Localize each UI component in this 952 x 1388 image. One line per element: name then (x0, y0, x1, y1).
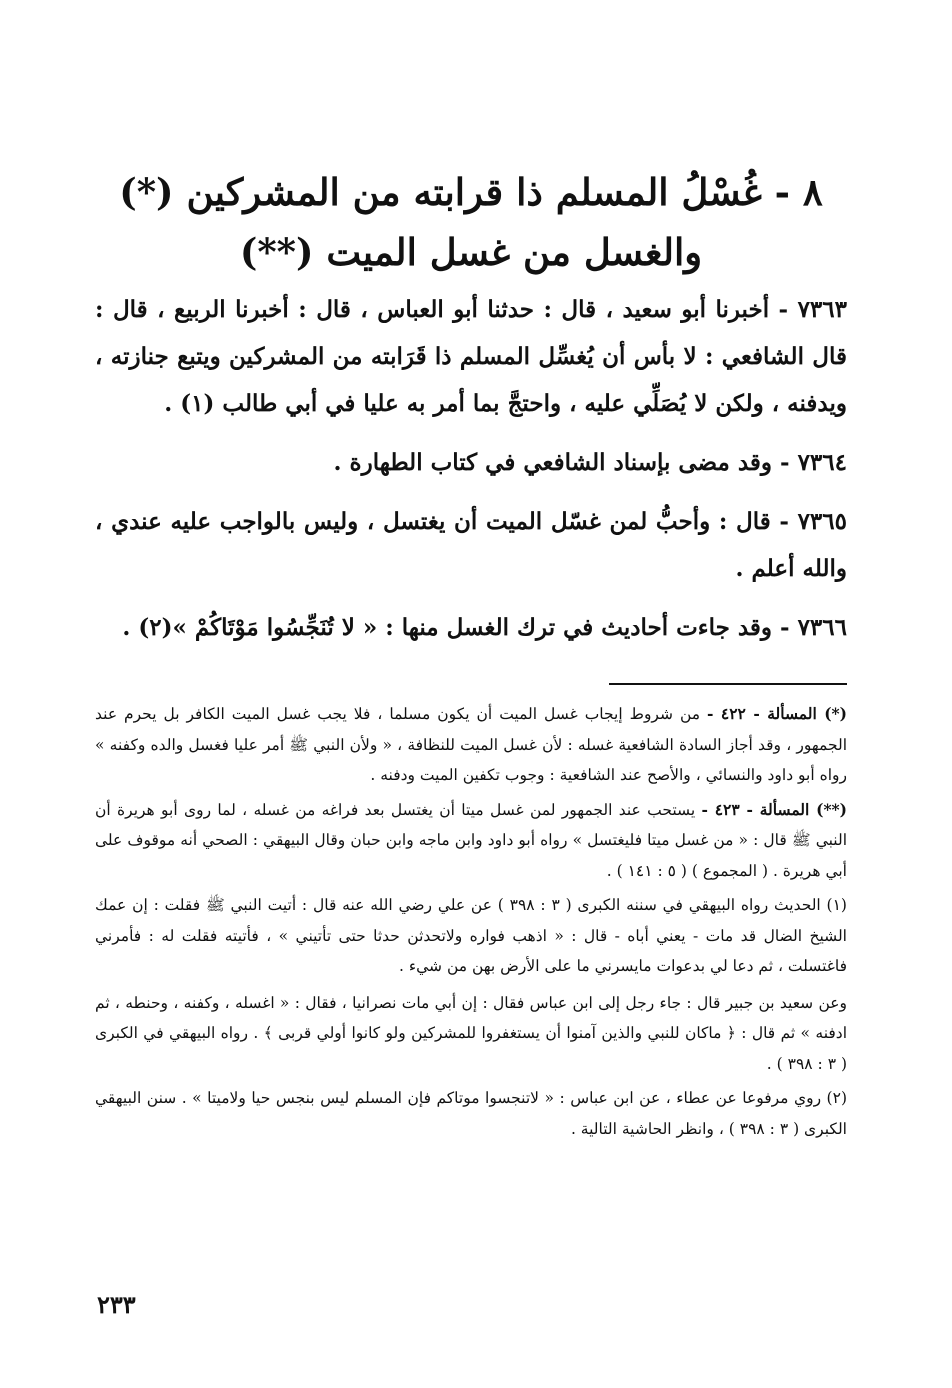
footnote-issue-423 (95, 795, 847, 887)
footnote-head: (**) المسألة - ٤٢٣ - (701, 799, 847, 819)
footnote-text: يستحب عند الجمهور لمن غسل ميتا أن يغتسل بعد فراغه من غسله ، لما روى أبو هريرة أن النبي ﷺ قال : « من غسل ميتا فليغتسل » رواه أبو داود وابن ماجه وابن حبان وقال البيهقي : الصحي أنه موقوف على أبي هريرة . ( المجموع ) ( ٥ : ١٤١ ) . (95, 800, 847, 880)
footnote-text: (١) الحديث رواه البيهقي في سننه الكبرى ( ٣ : ٣٩٨ ) عن علي رضي الله عنه قال : أتيت النبي ﷺ فقلت : إن عمك الشيخ الضال قد مات - يعني أباه - قال : « اذهب فواره ولاتحدثن حدثا حتى تأتيني » ، فأتيته فقلت له : فأمرني فاغتسلت ، ثم دعا لي بدعوات مايسرني ما على الأرض بهن من شيء . (95, 896, 847, 975)
footnote-separator (609, 683, 847, 685)
footnote-text: (٢) روي مرفوعا عن عطاء ، عن ابن عباس : « لاتنجسوا موتاكم فإن المسلم ليس بنجس حيا ولاميتا » . سنن البيهقي الكبرى ( ٣ : ٣٩٨ ) ، وانظر الحاشية التالية . (95, 1089, 847, 1138)
paragraph-7366: ٧٣٦٦ - وقد جاءت أحاديث في ترك الغسل منها : « لا تُنَجِّسُوا مَوْتَاكُمْ »(٢) . (122, 614, 847, 641)
paragraph-7364: ٧٣٦٤ - وقد مضى بإسناد الشافعي في كتاب الطهارة . (333, 449, 847, 476)
page-content (95, 150, 847, 1148)
footnote-2 (95, 1083, 847, 1144)
chapter-title (95, 162, 847, 282)
footnote-issue-422 (95, 699, 847, 791)
paragraph-7365: ٧٣٦٥ - قال : وأحبُّ لمن غسّل الميت أن يغتسل ، وليس بالواجب عليه عندي ، والله أعلم . (95, 508, 847, 582)
page-number: ٢٣٣ (97, 1290, 136, 1319)
footnote-text: من شروط إيجاب غسل الميت أن يكون مسلما ، فلا يجب غسل الميت الكافر بل يحرم عند الجمهور ، وقد أجاز السادة الشافعية غسله : لأن غسل الميت للنظافة ، « ولأن النبي ﷺ أمر عليا فغسل والده وكفنه » رواه أبو داود والنسائي ، والأصح عند الشافعية : وجوب تكفين الميت ودفنه . (95, 705, 847, 784)
footnote-head: (*) المسألة - ٤٢٢ - (707, 704, 847, 723)
chapter-title-line-2: والغسل من غسل الميت (**) (239, 230, 703, 274)
chapter-title-line-1: ٨ - غُسْلُ المسلم ذا قرابته من المشركين (*) (119, 170, 823, 214)
footnote-1-continued (95, 988, 847, 1080)
footnotes (95, 699, 847, 1144)
main-text (95, 286, 847, 651)
footnote-1 (95, 890, 847, 982)
footnote-text: وعن سعيد بن جبير قال : جاء رجل إلى ابن عباس فقال : إن أبي مات نصرانيا ، فقال : « اغسله ، وكفنه ، وحنطه ، ثم ادفنه » ثم قال : ﴿ ماكان للنبي والذين آمنوا أن يستغفروا للمشركين ولو كانوا أولي قربى ﴾ . رواه البيهقي في الكبرى ( ٣ : ٣٩٨ ) . (95, 993, 847, 1073)
paragraph-7363: ٧٣٦٣ - أخبرنا أبو سعيد ، قال : حدثنا أبو العباس ، قال : أخبرنا الربيع ، قال : قال الشافعي : لا بأس أن يُغسِّل المسلم ذا قَرَابته من المشركين ويتبع جنازته ، ويدفنه ، ولكن لا يُصَلِّي عليه ، واحتجَّ بما أمر به عليا في أبي طالب (١) . (95, 296, 847, 417)
